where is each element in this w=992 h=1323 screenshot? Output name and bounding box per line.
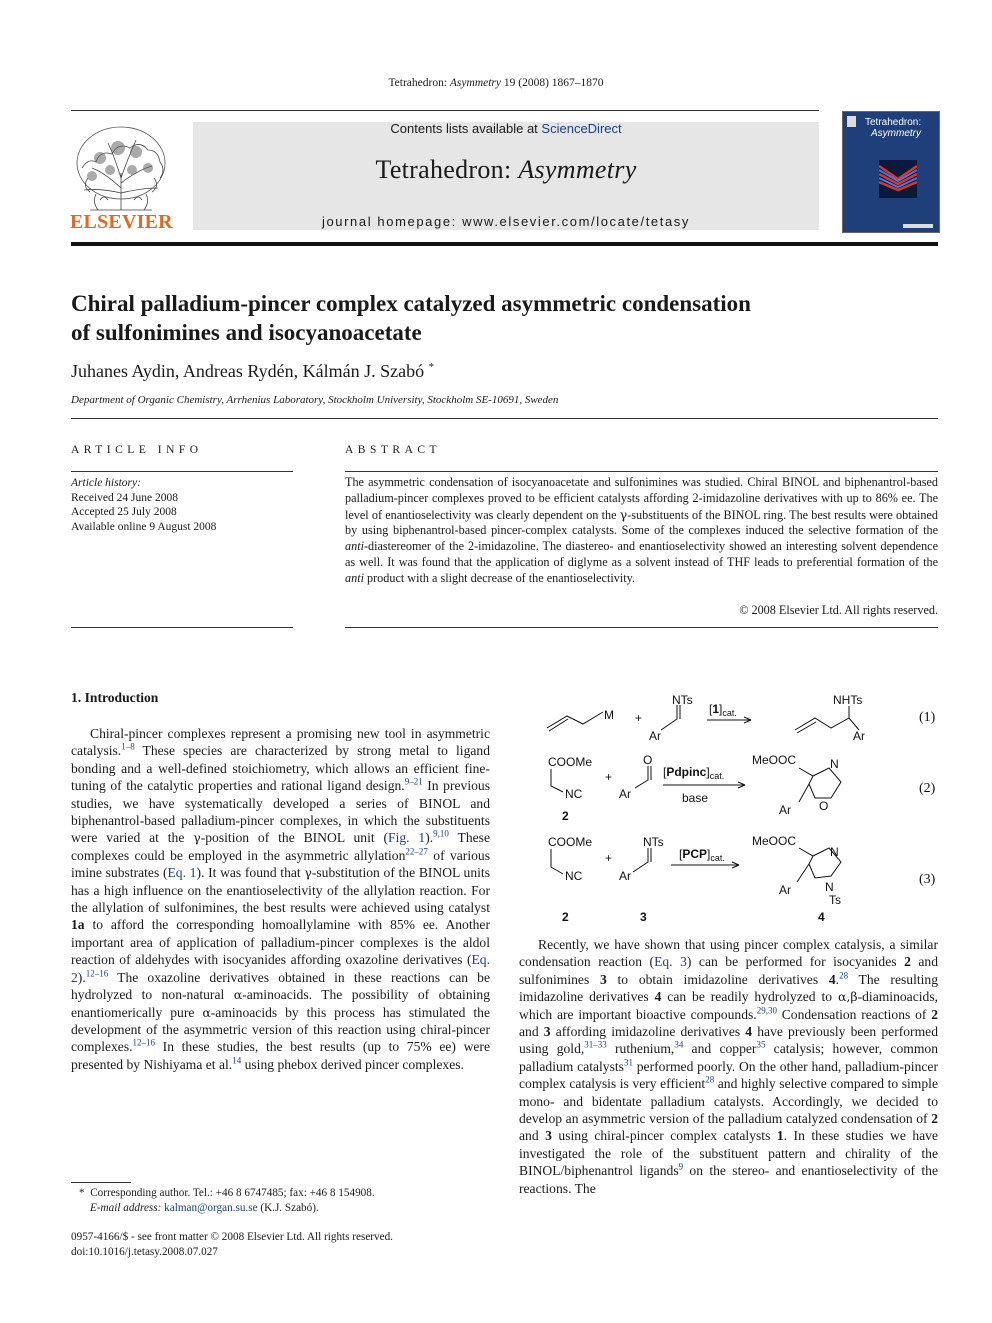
nitrogen-label: N: [825, 880, 834, 894]
abstract-rule: [345, 471, 938, 472]
equation-number: (3): [919, 872, 936, 887]
journal-cover: [842, 111, 940, 233]
sciencedirect-link[interactable]: ScienceDirect: [541, 121, 622, 136]
elsevier-wordmark: ELSEVIER: [70, 211, 173, 233]
citation[interactable]: 31: [623, 1057, 633, 1068]
citation[interactable]: 12–16: [132, 1037, 156, 1048]
equation-number: (2): [919, 781, 936, 796]
ester-label: MeOOC: [752, 834, 797, 848]
doi[interactable]: doi:10.1016/j.tetasy.2008.07.027: [71, 1245, 218, 1258]
citation[interactable]: 29,30: [756, 1005, 777, 1016]
equation-link[interactable]: Eq. 3: [654, 954, 687, 970]
plus-sign: +: [635, 711, 643, 725]
figure-link[interactable]: Fig. 1: [388, 830, 426, 846]
oxazoline-aryl-bond: [799, 784, 809, 802]
isocyanoacetate-bonds-2: [551, 849, 563, 874]
metal-label: M: [604, 708, 614, 722]
nts-label: NTs: [672, 693, 693, 707]
ester-label: MeOOC: [752, 753, 797, 767]
footnote-rule: [71, 1182, 131, 1183]
citation[interactable]: 14: [232, 1055, 242, 1066]
intro-paragraph: Chiral-pincer complexes represent a promising new tool in asymmetric catalysis.$^{1-8}$ These species are characterized by strong metal to ligand bonding and a well-defined stoichiometry, which allows an efficient fine-tuning of the catalytic properties and rational ligand design.$^{9-21}$ In previous studies, we have systematically developed a series of BINOL and biphenantrol-based palladium-pincer complexes, in which the substituents were varied at the γ-position of the BINOL unit (Fig. 1).$^{9,10}$ These complexes could be employed in the asymmetric allylation$^{22-27}$ of various imine substrates (Eq. 1). It was found that γ-substitution of the BINOL units has a high influence on the enantioselectivity of the allylation reaction. For the allylation of sulfonimines, the best results were achieved using catalyst 1a to afford the corresponding homoallylamine with 85% ee. Another important area of application of palladium-pincer complexes is the aldol reaction of aldehydes with isocyanides affording oxazoline derivatives (Eq. 2).$^{12-16}$ The oxazoline derivatives obtained in these reactions can be hydrolyzed to non-natural α-aminoacids. The possibility of obtaining enantiomerically pure α-aminoacids by this process has stimulated the development of the asymmetric version of this reaction using chiral-pincer complexes.$^{12-16}$ In these studies, the best results (up to 75% ee) were presented by Nishiyama et al.$^{14}$ using phebox derived pincer complexes.: [71, 726, 490, 1072]
compound-number: 2: [562, 809, 569, 823]
citation[interactable]: 1–8: [121, 741, 135, 752]
issn-doi: 0957-4166/$ - see front matter © 2008 Elsevier Ltd. All rights reserved. doi:10.1016/j.tetasy.2008.07.027: [71, 1231, 393, 1258]
cover-title: Tetrahedron: Asymmetry: [865, 117, 922, 139]
plus-sign: +: [605, 770, 613, 784]
citation[interactable]: 9,10: [433, 828, 449, 839]
affiliation-rule: [71, 418, 938, 419]
author-list: Juhanes Aydin, Andreas Rydén, Kálmán J. Szabó *: [71, 361, 435, 381]
article-history: Article history: Received 24 June 2008 Accepted 25 July 2008 Available online 9 August 2008: [71, 477, 217, 533]
isocyano-label: NC: [565, 787, 583, 801]
citation[interactable]: 28: [839, 970, 849, 981]
oxazoline-ring: [799, 768, 841, 798]
tosyl-label: Ts: [829, 893, 841, 907]
isocyano-label: NC: [565, 869, 583, 883]
section-heading-introduction: 1. Introduction: [71, 690, 159, 705]
body-paragraph: Recently, we have shown that using pincer complex catalysis, a similar condensation reaction (Eq. 3) can be performed for isocyanides 2 and sulfonimines 3 to obtain imidazoline derivatives 4.28 The resulting imidazoline derivatives 4 can be readily hydrolyzed to α,β-diaminoacids, which are important bioactive compounds.$^{29,30}$ Condensation reactions of 2 and 3 affording imidazoline derivatives 4 have previously been performed using gold,$^{31-33}$ ruthenium,$^{34}$ and copper$^{35}$ catalysis; however, common palladium catalysts$^{31}$ performed poorly. On the other hand, palladium-pincer complex catalysis is very efficient$^{28}$ and highly selective compared to simple mono- and bidentate palladium catalysts. Accordingly, we decided to develop an asymmetric version of the palladium catalyzed condensation of 2 and 3 using chiral-pincer complex catalysts 1. In these studies we have investigated the role of the substituent pattern and chirality of the BINOL/biphenantrol ligands$^9$ on the stereo- and enantioselectivity of the reactions. The: [519, 937, 939, 1196]
masthead-rule: [71, 242, 938, 246]
ester-label: COOMe: [548, 755, 593, 769]
nts-label: NTs: [643, 835, 664, 849]
contents-line: Contents lists available at ScienceDirect: [390, 121, 622, 136]
aryl-label: Ar: [779, 803, 791, 817]
header-rule: [71, 110, 819, 111]
abstract-copyright: © 2008 Elsevier Ltd. All rights reserved.: [739, 603, 938, 617]
journal-title: Tetrahedron: Asymmetry: [375, 155, 637, 184]
article-info-bottom-rule: [71, 627, 293, 628]
journal-homepage[interactable]: journal homepage: www.elsevier.com/locate/tetasy: [321, 214, 690, 229]
citation[interactable]: 22–27: [405, 846, 428, 857]
footnote: * Corresponding author. Tel.: +46 8 6747485; fax: +46 8 154908. E-mail address: kalman@organ.su.se (K.J. Szabó).: [79, 1187, 375, 1214]
citation[interactable]: 9: [678, 1161, 684, 1172]
aryl-label: Ar: [779, 883, 791, 897]
compound-number: 4: [818, 910, 825, 924]
abstract-text: The asymmetric condensation of isocyanoacetate and sulfonimines was studied. Chiral BINOL and biphenantrol-based palladium-pincer complexes proved to be efficient catalysts affording 2-imidazoline derivatives with up to 86% ee. The level of enantioselectivity was clearly dependent on the γ-substituents of the BINOL ring. The best results were obtained by using biphenantrol-based pincer-complex catalysts. Some of the complexes induced the selective formation of the anti-diastereomer of the 2-imidazoline. The diastereo- and enantioselectivity showed an interesting solvent dependence as well. It was found that the application of diglyme as a solvent instead of THF leads to preferential formation of the anti product with a slight decrease of the enantioselectivity.: [345, 475, 938, 585]
article-info-rule: [71, 471, 293, 472]
oxygen-label: O: [643, 753, 653, 767]
nitrogen-label: N: [830, 757, 839, 771]
running-head: Tetrahedron: Asymmetry 19 (2008) 1867–1870: [388, 77, 604, 89]
aryl-label: Ar: [649, 729, 661, 743]
affiliation: Department of Organic Chemistry, Arrhenius Laboratory, Stockholm University, Stockholm SE-10691, Sweden: [71, 394, 559, 406]
reaction-scheme: [519, 688, 939, 928]
equation-link[interactable]: Eq. 2: [71, 952, 490, 985]
citation[interactable]: 35: [756, 1039, 766, 1050]
cover-badge-icon: [847, 116, 856, 127]
imidazoline-aryl-bond: [797, 864, 809, 882]
abstract-bottom-rule: [345, 627, 938, 628]
base-label: base: [682, 791, 709, 805]
right-column-body: [519, 936, 938, 1197]
author-email-link[interactable]: kalman@organ.su.se: [164, 1201, 258, 1214]
cover-publisher-mark: [903, 224, 933, 228]
introduction-body: [71, 725, 490, 1073]
compound-number: 2: [562, 910, 569, 924]
citation[interactable]: 12–16: [85, 968, 109, 979]
aryl-label: Ar: [619, 787, 631, 801]
article-title: Chiral palladium-pincer complex catalyzed asymmetric condensation of sulfonimines and isocyanoacetate: [71, 291, 751, 345]
plus-sign: +: [605, 851, 613, 865]
imine-bonds: [661, 705, 677, 730]
isocyanoacetate-bonds: [551, 769, 563, 792]
ester-label: COOMe: [548, 835, 593, 849]
compound-number: 3: [640, 910, 647, 924]
aryl-label: Ar: [619, 869, 631, 883]
equation-link[interactable]: Eq. 1: [167, 865, 197, 881]
abstract-heading: ABSTRACT: [345, 444, 442, 456]
citation[interactable]: 31–33: [584, 1039, 607, 1050]
equation-number: (1): [919, 710, 936, 725]
nitrogen-label: N: [830, 845, 839, 859]
catalyst-label: $[PCP]_{cat.}$: [679, 847, 725, 863]
nhts-label: NHTs: [833, 693, 863, 707]
citation[interactable]: 9–21: [404, 776, 423, 787]
aldehyde-bonds: [635, 766, 648, 788]
citation[interactable]: 28: [705, 1074, 715, 1085]
citation[interactable]: 34: [674, 1039, 684, 1050]
catalyst-label: $[1]_{cat.}$: [709, 702, 737, 718]
cover-art-icon: [879, 160, 917, 198]
allyl-metal-bond: [547, 712, 603, 728]
catalyst-label: $[Pdpinc]_{cat.}$: [663, 765, 725, 781]
sulfonimine-bonds: [633, 848, 648, 872]
article-info-heading: ARTICLE INFO: [71, 444, 203, 456]
oxygen-label: O: [819, 799, 829, 813]
corresponding-author-mark[interactable]: *: [428, 361, 435, 373]
aryl-label: Ar: [853, 729, 865, 743]
